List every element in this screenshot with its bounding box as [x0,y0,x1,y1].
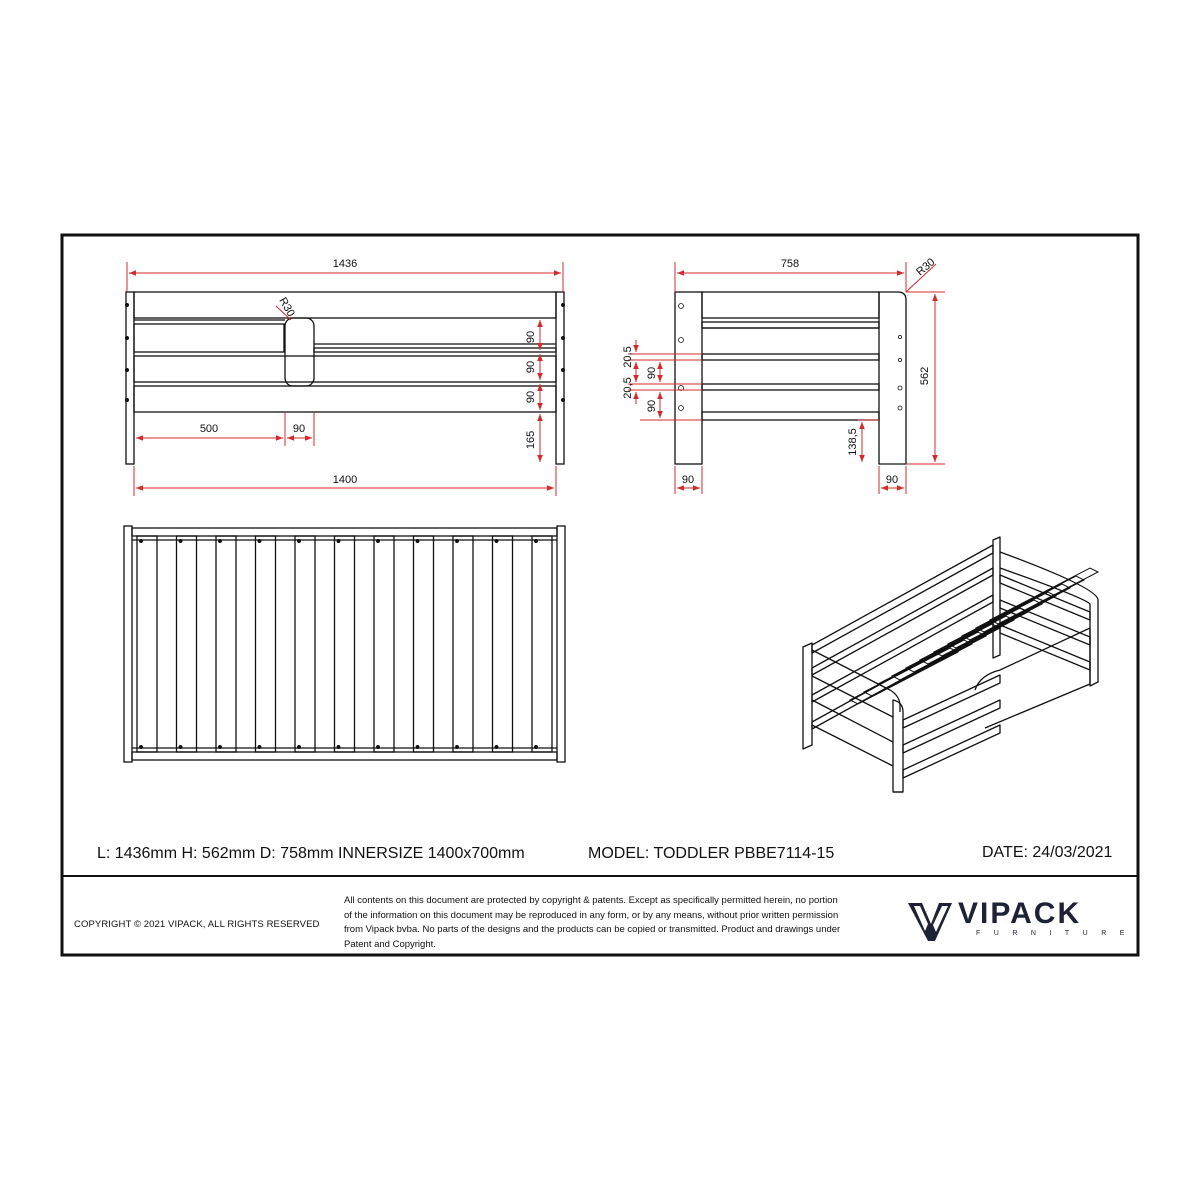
dim-front-leg-clearance: 165 [525,430,537,450]
slat-screw [219,746,222,749]
dim-side-depth: 758 [780,258,800,270]
dim-side-gap-1: 20,5 [622,346,634,368]
slat-screw [456,540,459,543]
slat-screw [456,746,459,749]
slat-screw [298,540,301,543]
dim-side-clearance: 138,5 [847,428,859,456]
slat-screw [337,540,340,543]
dim-front-rail-2: 90 [525,360,537,374]
top-view-slat [256,536,276,752]
slat-screw [258,746,261,749]
top-view-slats [137,536,552,752]
dim-side-rail-2: 90 [646,399,658,413]
slat-screw [219,540,222,543]
slat-screw [179,540,182,543]
dim-side-radius: R30 [914,256,938,279]
slat-screw [495,746,498,749]
slat-screw [140,746,143,749]
dim-front-guard-width: 90 [292,423,306,435]
dim-front-inner-length: 1400 [332,474,358,486]
slat-screw [535,540,538,543]
slat-screw [377,540,380,543]
dim-side-gap-2: 20,5 [622,377,634,399]
side-view [675,292,906,464]
slat-screw [416,746,419,749]
top-view-slat [453,536,473,752]
dim-front-total-length: 1436 [332,258,358,270]
side-view-holes [679,304,903,411]
brand-subtitle: FURNITURE [976,930,1138,937]
slat-screw [179,746,182,749]
slat-screw [298,746,301,749]
top-view-slat [137,536,157,752]
brand-name: VIPACK [958,897,1082,930]
slat-screw [337,746,340,749]
model-text: MODEL: TODDLER PBBE7114-15 [588,845,835,862]
slat-screw [258,540,261,543]
dim-side-post-left: 90 [681,474,695,486]
dim-side-height: 562 [919,366,931,386]
side-dimension-labels [622,256,937,486]
slat-screw [377,746,380,749]
overall-dimensions-text: L: 1436mm H: 562mm D: 758mm INNERSIZE 1400x700mm [97,845,525,862]
slat-screw [495,540,498,543]
dim-side-rail-1: 90 [646,366,658,380]
top-view [124,526,565,762]
top-view-slat [177,536,197,752]
copyright-text: COPYRIGHT © 2021 VIPACK, ALL RIGHTS RESERVED [74,919,320,930]
vipack-logo-icon [908,903,952,941]
perspective-slats [850,568,1098,704]
top-view-slat [532,536,552,752]
top-view-slat [493,536,513,752]
legal-notice: All contents on this document are protected by copyright & patents. Except as specifically permitted herein, no portion of the information on this document may be reproduced in any form, or by any means, without prior written permission from Vipack bvba. No parts of the designs and the products can be copied or transmitted. Product and drawings under Patent and Copyright. [344,895,841,950]
front-dimensions [127,262,563,496]
top-view-slat [374,536,394,752]
top-view-slat [295,536,315,752]
perspective-view [803,537,1098,792]
dim-front-rail-3: 90 [525,390,537,404]
top-view-slat [335,536,355,752]
top-view-slat [216,536,236,752]
slat-screw [140,540,143,543]
date-text: DATE: 24/03/2021 [982,844,1113,861]
slat-screw [535,746,538,749]
dim-side-post-right: 90 [885,474,899,486]
dim-front-end-gap: 500 [199,423,219,435]
dim-front-guard-radius: R30 [276,295,297,319]
slat-screw [416,540,419,543]
dim-front-rail-1: 90 [525,330,537,344]
top-view-slat [414,536,434,752]
